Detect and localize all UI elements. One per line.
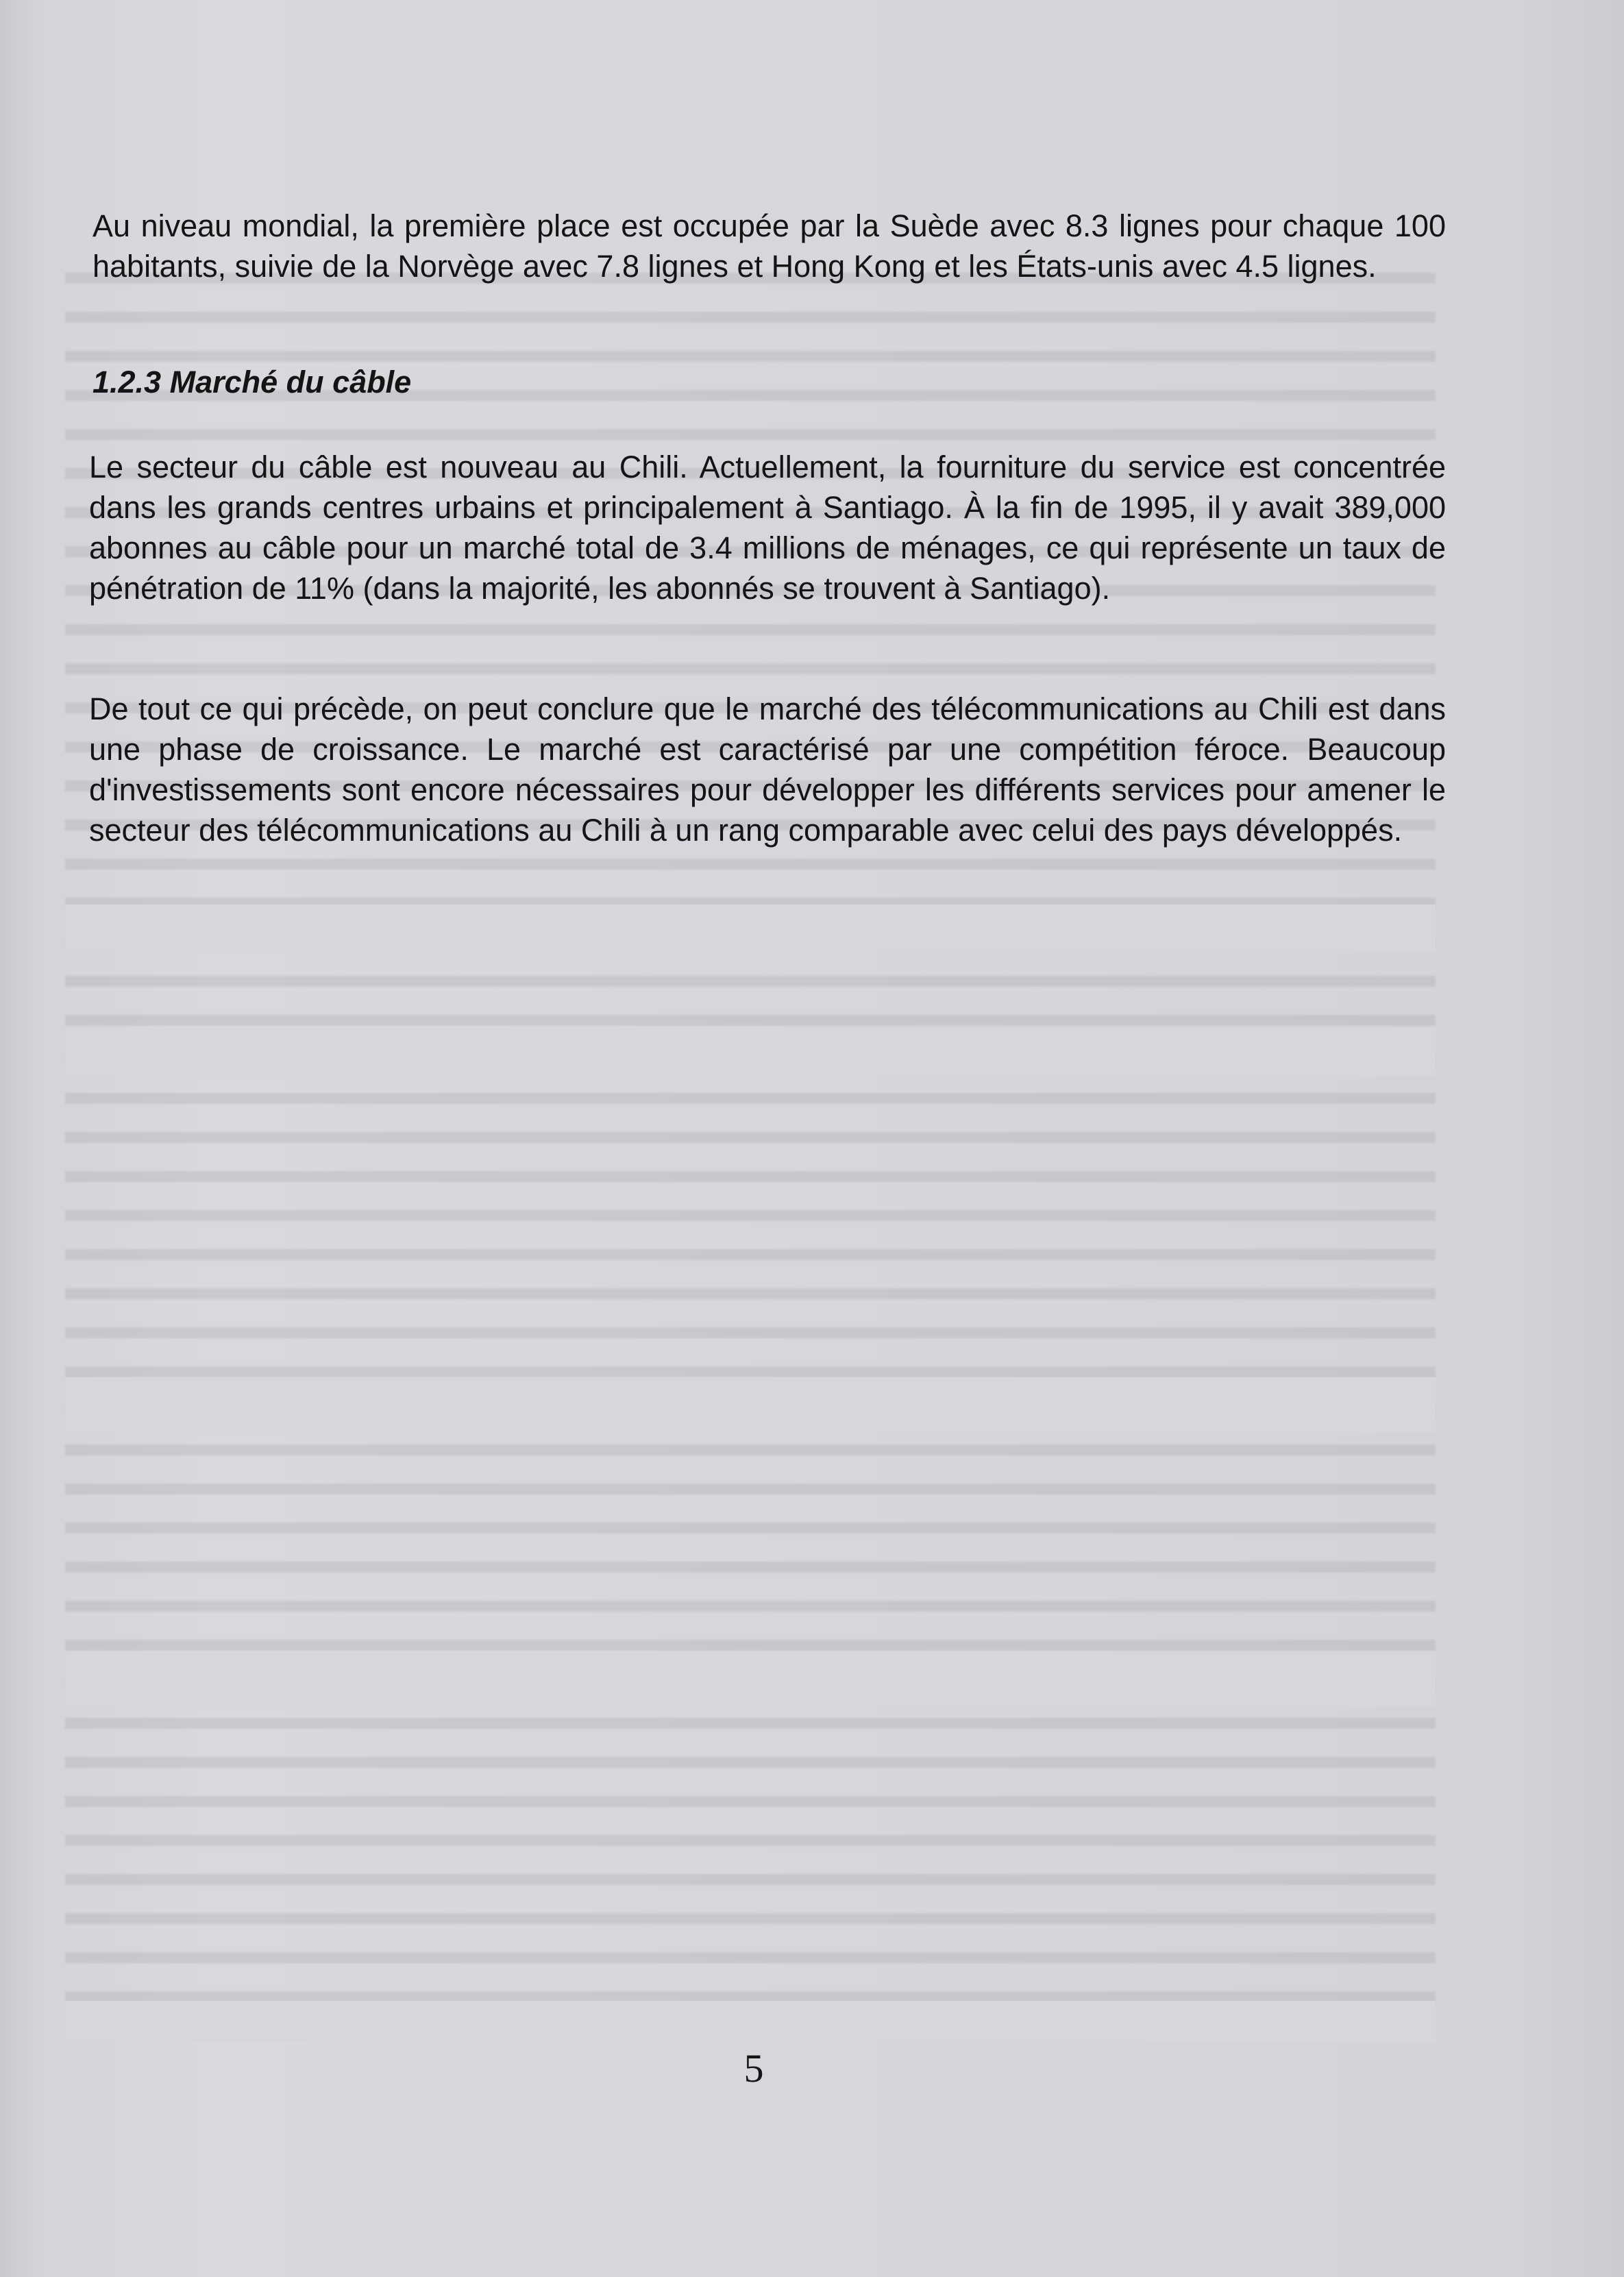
page-number: 5 — [743, 2046, 764, 2091]
paragraph-cable-sector: Le secteur du câble est nouveau au Chili. Actuellement, la fourniture du service est concentrée dans les grands centres urbains et principalement à Santiago. À la fin de 1995, il y avait 389,000 abonnes au câble pour un marché total de 3.4 millions de ménages, ce qui représente un taux de pénétration de 11% (dans la majorité, les abonnés se trouvent à Santiago). — [89, 450, 1446, 606]
paragraph-world-ranking: Au niveau mondial, la première place est occupée par la Suède avec 8.3 lignes pour chaque 100 habitants, suivie de la Norvège avec 7.8 lignes et Hong Kong et les États-unis avec 4.5 lignes. — [93, 208, 1446, 284]
section-heading-cable-market: 1.2.3 Marché du câble — [93, 365, 412, 399]
paragraph-conclusion: De tout ce qui précède, on peut conclure que le marché des télécommunications au Chili est dans une phase de croissance. Le marché est caractérisé par une compétition féroce. Beaucoup d'investissements sont encore nécessaires pour développer les différents services pour amener le secteur des télécommunications au Chili à un rang comparable avec celui des pays développés. — [89, 691, 1446, 848]
